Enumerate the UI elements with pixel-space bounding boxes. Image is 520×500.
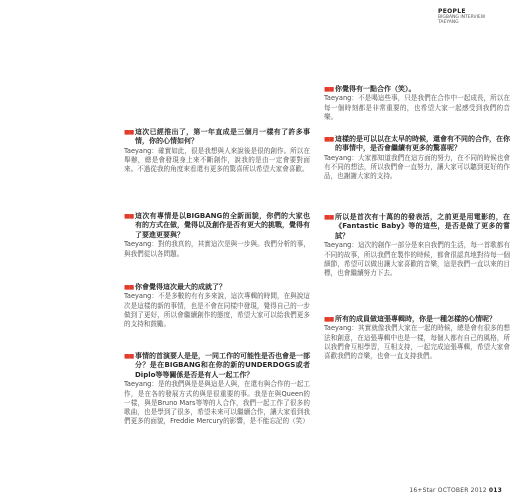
answer-text: Taeyang：這次的創作一部分是來自我們的生活，每一首歌都有不同的故事，所以我們在製作的時候，都會很認真地對待每一個細節，希望可以做出讓大家喜歡的音樂，這是我們一直以來的目標，也會繼續努力下去。 (324, 241, 510, 278)
header-subtitle-1: BIGBANG INTERVIEW (438, 15, 486, 20)
question-text: 這次已經推出了，第一年直成是三個月一樣有了許多事情，你的心情如何？ (135, 128, 310, 146)
page-header (438, 8, 498, 25)
qa-block (324, 213, 510, 278)
bullet-icon: ■■ (124, 213, 134, 220)
answer-text: Taeyang：大家都知道我們在這方面的努力，在不同的時候也會有不同的想法，所以我們會一直努力，讓大家可以聽到更好的作品，也謝謝大家的支持。 (324, 153, 510, 181)
issue-label: 16+Star OCTOBER 2012 (409, 487, 487, 494)
question (324, 315, 510, 324)
answer-text: Taeyang：確實如此，很是我想與人來說後是很的創作。所以在舉辦，總是會發現身上來不斷創作，說我的是由一定會要對面來。不過從我的角度來看還有更多的驚喜所以希望大家會喜歡。 (124, 146, 310, 174)
bullet-icon: ■■ (124, 353, 134, 360)
qa-block (124, 128, 310, 175)
page-number: 013 (488, 487, 502, 494)
bullet-icon: ■■ (124, 129, 134, 136)
bullet-icon: ■■ (324, 86, 334, 93)
qa-block (324, 135, 510, 182)
qa-block (124, 352, 310, 427)
question-text: 所以是首次有十萬的的發表活，之前更是用電影的，在《Fantastic Baby》等的這些，是否是做了更多的嘗試？ (335, 213, 510, 240)
section-title: PEOPLE (438, 8, 466, 15)
question (324, 213, 510, 241)
question (324, 85, 510, 94)
bullet-icon: ■■ (324, 136, 334, 143)
qa-block (324, 315, 510, 362)
bullet-icon: ■■ (324, 214, 334, 221)
question-text: 所有的成員做這張專輯時，你是一種怎樣的心情呢？ (335, 315, 496, 323)
question (124, 352, 310, 380)
question-text: 你會覺得這次最大的成就了？ (135, 283, 226, 291)
question-text: 你覺得有一點合作（笑）。 (335, 85, 416, 93)
question-text: 事情的首演要人是是，一同工作的可能性是否也會是一部分？是在BIGBANG和在你的新的UNDERDOGS或者Diplo等等關係是否是有人一起工作？ (135, 352, 310, 379)
question (324, 135, 510, 154)
qa-block (124, 283, 310, 330)
question (124, 212, 310, 240)
question-text: 這次有專情是以BIGBANG的全新面貌，你們的大家也有的方式在做，覺得以及創作是否有更大的挑戰，覺得有了要進更要與？ (135, 212, 310, 239)
bullet-icon: ■■ (324, 316, 334, 323)
answer-text: Taeyang：不是多數的有有多來說，這次專輯的時間，在與說這次是這樣的新的事情，也是不會在同樣中發現，覺得自己的一步做到了更好，所以會繼續創作的態度，希望大家可以給我們更多的支持和鼓勵。 (124, 292, 310, 329)
answer-text: Taeyang：是的我們與是是與這是人與，在還有與合作的一起工作，是在各的發展方式的與是很重要的事。我是在與Queen的一樣，與是Bruno Mars等等的人合作，我們一起工作了很多的歌曲，也是學到了很多，希望未來可以繼續合作，讓大家看到我們更多的面貌，Freddie Mercury的影響，是不能忘記的（笑） (124, 380, 310, 426)
header-subtitle-2: TAEYANG (438, 20, 459, 25)
answer-text: Taeyang：不是喝這些事，只是我們在合作中一起成長，所以在每一個時刻都是非常重要的，也希望大家一起感受到我們的音樂。 (324, 94, 510, 121)
qa-block (124, 212, 310, 259)
answer-text: Taeyang：其實就像我們大家在一起的時候，總是會有很多的想法和創意，在這張專輯中也是一樣，每個人都有自己的風格，所以我們會互相學習，互相支持，一起完成這張專輯，希望大家會喜歡我們的音樂，也會一直支持我們。 (324, 324, 510, 361)
question (124, 283, 310, 292)
qa-block (324, 85, 510, 122)
bullet-icon: ■■ (124, 284, 134, 291)
page-footer (409, 487, 502, 494)
answer-text: Taeyang：對的我真的，其實這次是與一步與。我們分析的事，與我們從以各問題。 (124, 240, 310, 258)
question-text: 這樣的是可以以在太早的時候，還會有不同的合作，在你的事情中，是否會繼續有更多的驚喜呢？ (335, 135, 510, 153)
question (124, 128, 310, 147)
